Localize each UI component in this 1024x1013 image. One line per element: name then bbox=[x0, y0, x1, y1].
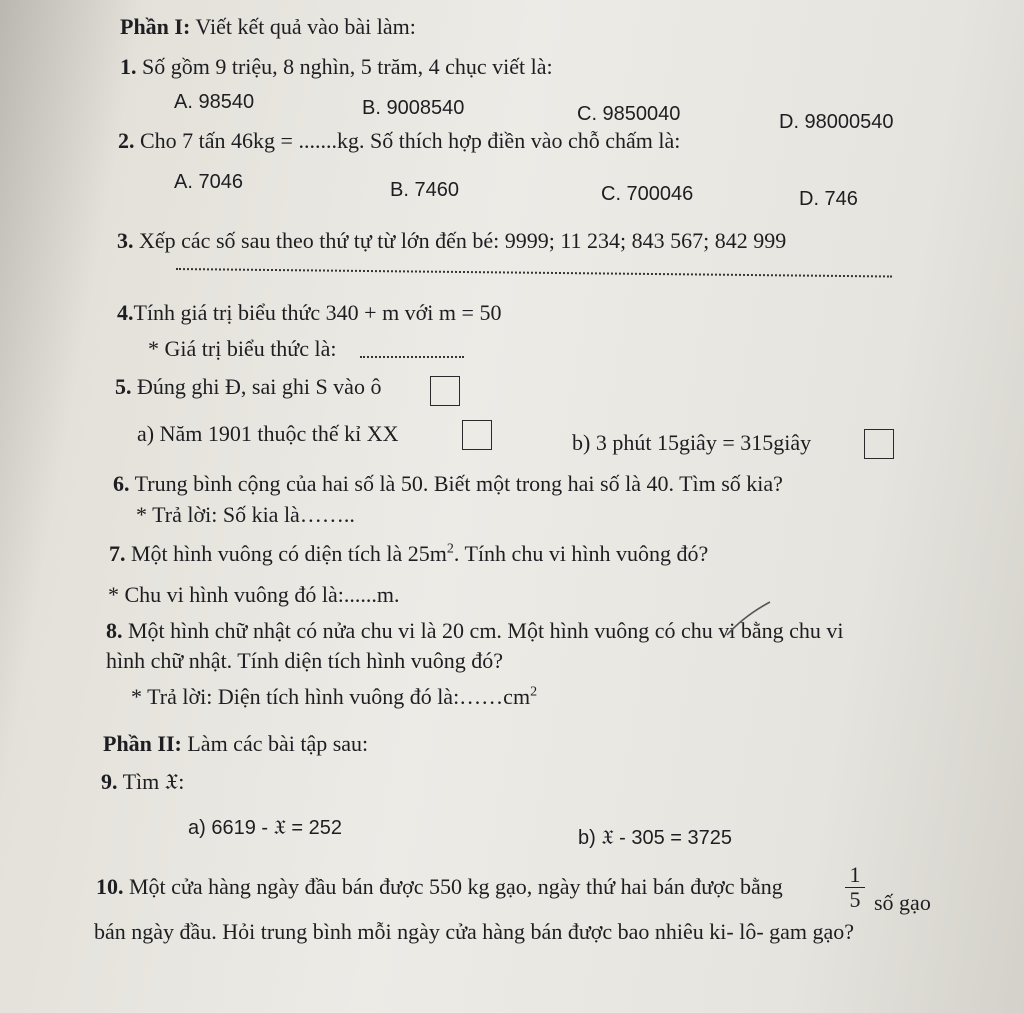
q9-part-b: b) 𝔛 - 305 = 3725 bbox=[578, 827, 733, 849]
question-8-line-1: Một hình chữ nhật có nửa chu vi là 20 cm. Một hình vuông có chu vi bằng chu vi bbox=[128, 618, 844, 643]
q8-answer-prompt bbox=[131, 684, 537, 710]
question-3-number: 3. bbox=[117, 228, 134, 253]
question-2 bbox=[118, 128, 680, 154]
question-10-number: 10. bbox=[96, 874, 124, 899]
question-1-text: Số gồm 9 triệu, 8 nghìn, 5 trăm, 4 chục viết là: bbox=[142, 54, 553, 79]
question-6-number: 6. bbox=[113, 471, 130, 496]
question-4 bbox=[117, 300, 501, 326]
question-10-text-before: Một cửa hàng ngày đầu bán được 550 kg gạo, ngày thứ hai bán được bằng bbox=[129, 874, 783, 899]
question-3-text: Xếp các số sau theo thứ tự từ lớn đến bé: 9999; 11 234; 843 567; 842 999 bbox=[139, 228, 787, 253]
q4-answer-blank bbox=[360, 356, 464, 358]
question-1-number: 1. bbox=[120, 54, 137, 79]
question-10-text-after: số gạo bbox=[874, 890, 931, 915]
answer-box-a bbox=[462, 420, 492, 450]
q1-option-d: D. 98000540 bbox=[779, 111, 894, 133]
question-5 bbox=[115, 374, 381, 400]
part1-label: Phần I: bbox=[120, 14, 191, 39]
question-2-number: 2. bbox=[118, 128, 135, 153]
question-5-number: 5. bbox=[115, 374, 132, 399]
question-4-text: Tính giá trị biểu thức 340 + m với m = 50 bbox=[133, 300, 502, 325]
question-7-text-before: Một hình vuông có diện tích là 25m bbox=[131, 541, 447, 566]
q7-superscript: 2 bbox=[446, 541, 454, 557]
question-9-text: Tìm 𝔛: bbox=[122, 769, 185, 794]
q1-option-a: A. 98540 bbox=[174, 91, 255, 113]
q2-option-b: B. 7460 bbox=[390, 179, 459, 201]
fraction-one-fifth bbox=[845, 864, 865, 911]
q9-part-a: a) 6619 - 𝔛 = 252 bbox=[188, 817, 343, 839]
part2-heading bbox=[103, 731, 368, 757]
question-8-line-2: hình chữ nhật. Tính diện tích hình vuông đó? bbox=[106, 648, 504, 673]
part1-title: Viết kết quả vào bài làm: bbox=[195, 14, 416, 39]
part2-title: Làm các bài tập sau: bbox=[187, 731, 369, 756]
part1-heading bbox=[120, 14, 416, 40]
answer-box-b bbox=[864, 429, 894, 459]
part2-label: Phần II: bbox=[103, 731, 182, 756]
q8-superscript: 2 bbox=[530, 684, 538, 700]
question-10 bbox=[96, 874, 783, 900]
q2-option-d: D. 746 bbox=[799, 188, 858, 210]
question-6-text: Trung bình cộng của hai số là 50. Biết một trong hai số là 40. Tìm số kia? bbox=[134, 471, 783, 496]
answer-box bbox=[430, 376, 460, 406]
question-2-text: Cho 7 tấn 46kg = .......kg. Số thích hợp điền vào chỗ chấm là: bbox=[140, 128, 681, 153]
q7-answer-prompt: * Chu vi hình vuông đó là:......m. bbox=[108, 582, 400, 607]
question-7-text-after: . Tính chu vi hình vuông đó? bbox=[453, 541, 709, 566]
question-3 bbox=[117, 228, 786, 254]
question-8-number: 8. bbox=[106, 618, 123, 643]
question-9-number: 9. bbox=[101, 769, 118, 794]
q5-statement-a: a) Năm 1901 thuộc thế kỉ XX bbox=[137, 421, 399, 446]
q2-option-c: C. 700046 bbox=[601, 183, 694, 205]
q1-option-c: C. 9850040 bbox=[577, 103, 681, 125]
fraction-denominator: 5 bbox=[849, 887, 861, 912]
q1-option-b: B. 9008540 bbox=[362, 97, 465, 119]
q5-statement-b: b) 3 phút 15giây = 315giây bbox=[572, 430, 812, 455]
q6-answer-prompt: * Trả lời: Số kia là…….. bbox=[136, 502, 355, 527]
pen-stroke-mark bbox=[724, 598, 774, 638]
question-4-number: 4. bbox=[117, 300, 134, 325]
question-7-number: 7. bbox=[109, 541, 126, 566]
q8-answer-text: * Trả lời: Diện tích hình vuông đó là:……cm bbox=[131, 684, 531, 709]
question-7 bbox=[109, 541, 708, 567]
question-5-text: Đúng ghi Đ, sai ghi S vào ô bbox=[137, 374, 382, 399]
fraction-numerator: 1 bbox=[849, 862, 861, 887]
question-6 bbox=[113, 471, 783, 497]
question-10-line-2: bán ngày đầu. Hỏi trung bình mỗi ngày cửa hàng bán được bao nhiêu ki- lô- gam gạo? bbox=[94, 919, 855, 944]
question-1 bbox=[120, 54, 553, 80]
q2-option-a: A. 7046 bbox=[174, 171, 243, 193]
question-9 bbox=[101, 769, 184, 795]
answer-line-q3 bbox=[176, 268, 892, 277]
q4-answer-prompt: * Giá trị biểu thức là: bbox=[148, 336, 337, 361]
